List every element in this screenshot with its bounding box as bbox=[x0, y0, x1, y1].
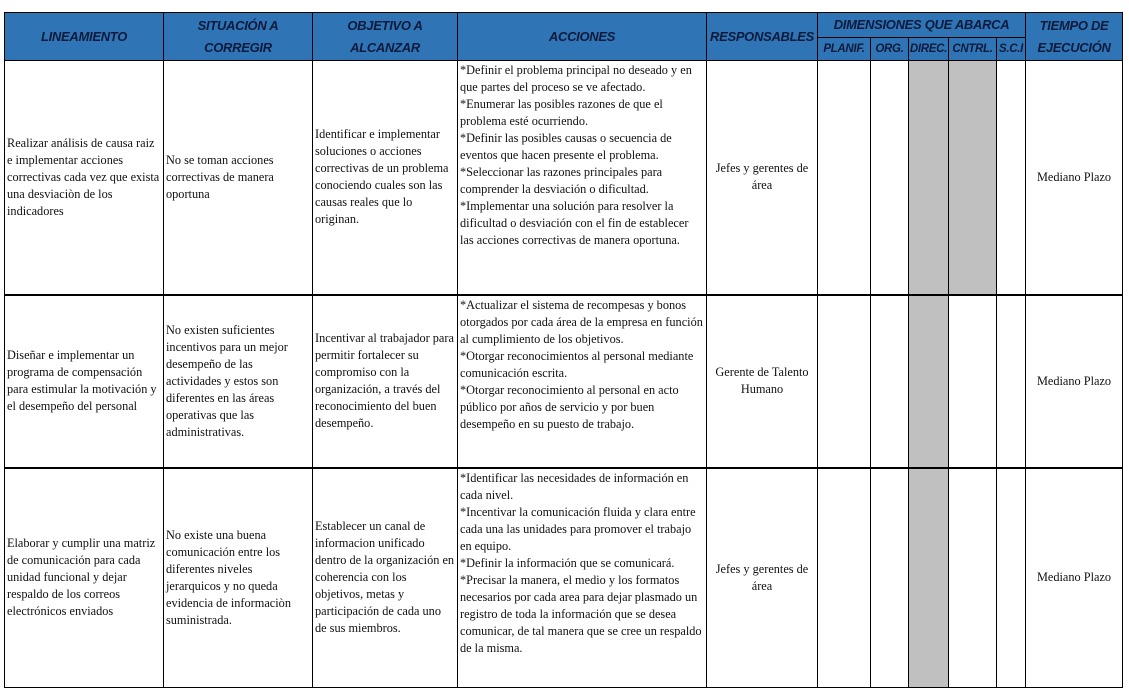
accion-item: *Enumerar las posibles razones de que el problema esté ocurriendo. bbox=[460, 97, 663, 128]
situacion-cell: No existe una buena comunicación entre los diferentes niveles jerarquicos y no queda evidencia de informaciòn suministrada. bbox=[164, 468, 313, 688]
tiempo-cell: Mediano Plazo bbox=[1026, 61, 1123, 295]
accion-item: *Definir el problema principal no deseado y en que partes del proceso se ve afectado. bbox=[460, 63, 692, 94]
header-objetivo: OBJETIVO A ALCANZAR bbox=[313, 13, 458, 61]
accion-item: *Definir las posibles causas o secuencia de eventos que hacen presente el problema. bbox=[460, 131, 672, 162]
header-lineamiento: LINEAMIENTO bbox=[5, 13, 164, 61]
tiempo-cell: Mediano Plazo bbox=[1026, 295, 1123, 468]
accion-item: *Identificar las necesidades de información en cada nivel. bbox=[460, 470, 689, 502]
accion-item: *Precisar la manera, el medio y los formatos necesarios por cada area para dejar plasmado un registro de toda la información que se desea comunicar, de tal manera que se cree un respaldo de la misma. bbox=[460, 572, 702, 655]
acciones-cell bbox=[458, 295, 707, 468]
acciones-cell bbox=[458, 468, 707, 688]
tiempo-cell: Mediano Plazo bbox=[1026, 468, 1123, 688]
header-situacion: SITUACIÓN A CORREGIR bbox=[164, 13, 313, 61]
accion-item: *Otorgar reconocimientos al personal mediante comunicación escrita. bbox=[460, 348, 694, 380]
dim-direc-cell bbox=[909, 295, 949, 468]
dim-sci-cell bbox=[997, 61, 1026, 295]
dim-direc-cell bbox=[909, 61, 949, 295]
dim-org-cell bbox=[871, 295, 909, 468]
acciones-cell bbox=[458, 61, 707, 295]
accion-item: *Otorgar reconocimiento al personal en acto público por años de servicio y por buen desempeño en su puesto de trabajo. bbox=[460, 382, 679, 431]
table-row bbox=[5, 61, 1123, 295]
dim-planif-cell bbox=[818, 295, 871, 468]
header-dim-sci: S.C.I bbox=[997, 38, 1026, 61]
lineamiento-cell: Realizar análisis de causa raiz e implementar acciones correctivas cada vez que exista una desviaciòn de los indicadores bbox=[5, 61, 164, 295]
header-dim-org: ORG. bbox=[871, 38, 909, 61]
header-dim-direc: DIREC. bbox=[909, 38, 949, 61]
table-row bbox=[5, 468, 1123, 688]
dim-planif-cell bbox=[818, 468, 871, 688]
header-dim-cntrl: CNTRL. bbox=[949, 38, 997, 61]
dim-cntrl-cell bbox=[949, 468, 997, 688]
table-row bbox=[5, 295, 1123, 468]
header-responsables: RESPONSABLES bbox=[707, 13, 818, 61]
responsables-cell: Jefes y gerentes de área bbox=[707, 468, 818, 688]
dim-org-cell bbox=[871, 61, 909, 295]
situacion-cell: No se toman acciones correctivas de manera oportuna bbox=[164, 61, 313, 295]
accion-item: *Incentivar la comunicación fluida y clara entre cada una las unidades para promover el trabajo en equipo. bbox=[460, 504, 696, 553]
situacion-cell: No existen suficientes incentivos para un mejor desempeño de las actividades y estos son diferentes en las áreas operativas que las administrativas. bbox=[164, 295, 313, 468]
dim-planif-cell bbox=[818, 61, 871, 295]
dim-sci-cell bbox=[997, 468, 1026, 688]
lineamiento-cell: Elaborar y cumplir una matriz de comunicación para cada unidad funcional y dejar respaldo de los correos electrónicos enviados bbox=[5, 468, 164, 688]
dim-cntrl-cell bbox=[949, 295, 997, 468]
dim-sci-cell bbox=[997, 295, 1026, 468]
header-tiempo: TIEMPO DE EJECUCIÓN bbox=[1026, 13, 1123, 61]
responsables-cell: Jefes y gerentes de área bbox=[707, 61, 818, 295]
accion-item: *Definir la información que se comunicará. bbox=[460, 555, 675, 570]
dim-org-cell bbox=[871, 468, 909, 688]
responsables-cell: Gerente de Talento Humano bbox=[707, 295, 818, 468]
dim-direc-cell bbox=[909, 468, 949, 688]
objetivo-cell: Incentivar al trabajador para permitir fortalecer su compromiso con la organización, a través del reconocimiento del buen desempeño. bbox=[313, 295, 458, 468]
accion-item: *Seleccionar las razones principales para comprender la desviación o dificultad. bbox=[460, 165, 663, 196]
dim-cntrl-cell bbox=[949, 61, 997, 295]
accion-item: *Actualizar el sistema de recompesas y bonos otorgados por cada área de la empresa en función al cumplimiento de los objetivos. bbox=[460, 297, 703, 346]
objetivo-cell: Identificar e implementar soluciones o acciones correctivas de un problema conociendo cuales son las causas reales que lo originan. bbox=[313, 61, 458, 295]
accion-item: *Implementar una solución para resolver la dificultad o desviación con el fin de establecer las acciones correctivas de manera oportuna. bbox=[460, 199, 689, 247]
action-plan-table bbox=[4, 12, 1123, 688]
header-dimensiones: DIMENSIONES QUE ABARCA bbox=[818, 13, 1026, 38]
lineamiento-cell: Diseñar e implementar un programa de compensación para estimular la motivación y el desempeño del personal bbox=[5, 295, 164, 468]
objetivo-cell: Establecer un canal de informacion unificado dentro de la organización en coherencia con los objetivos, metas y participación de cada uno de sus miembros. bbox=[313, 468, 458, 688]
header-acciones: ACCIONES bbox=[458, 13, 707, 61]
header-dim-planif: PLANIF. bbox=[818, 38, 871, 61]
